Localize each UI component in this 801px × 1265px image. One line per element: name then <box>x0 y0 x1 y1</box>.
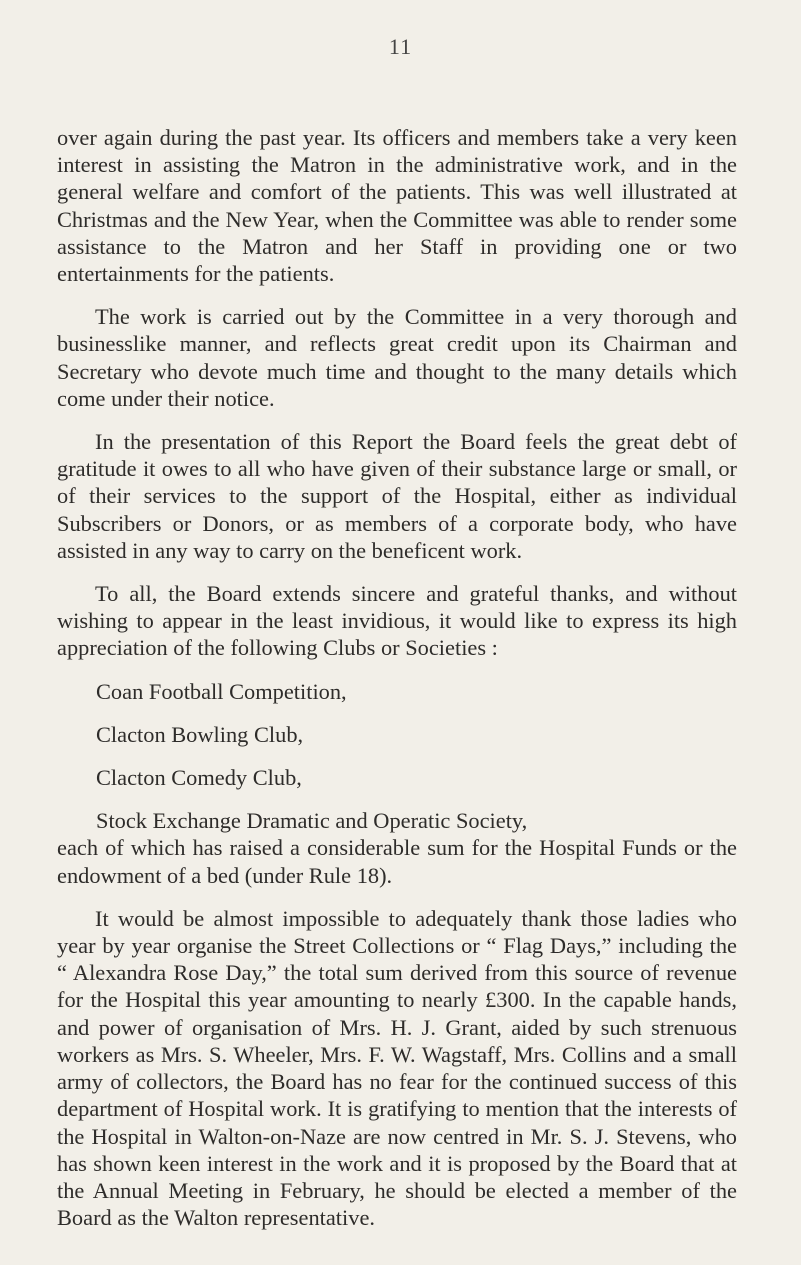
club-item-comedy: Clacton Comedy Club, <box>96 765 302 791</box>
paragraph-committee-work: over again during the past year. Its officers and members take a very keen interest in assisting the Matron in the administrative work, and in the general welfare and comfort of the patients. This was well illustrated at Christmas and the New Year, when the Committee was able to render some assistance to the Matron and her Staff in providing one or two entertainments for the patients. <box>57 125 737 287</box>
paragraph-thanks: To all, the Board extends sincere and grateful thanks, and without wishing to appear in the least invidious, it would like to express its high appreciation of the following Clubs or Societies : <box>57 581 737 661</box>
paragraph-gratitude: In the presentation of this Report the Board feels the great debt of gratitude it owes to all who have given of their substance large or small, or of their services to the support of the Hospital, either as individual Subscribers or Donors, or as members of a corporate body, who have assisted in any way to carry on the beneficent work. <box>57 429 737 563</box>
paragraph-clubs-continuation: each of which has raised a considerable sum for the Hospital Funds or the endowment of a bed (under Rule 18). <box>57 835 737 888</box>
club-item-stock-exchange: Stock Exchange Dramatic and Operatic Society, <box>96 808 528 834</box>
club-item-bowling: Clacton Bowling Club, <box>96 721 304 747</box>
club-item-coan: Coan Football Competition, <box>96 678 347 704</box>
paragraph-flag-days: It would be almost impossible to adequately thank those ladies who year by year organise the Street Collections or “ Flag Days,” including the “ Alexandra Rose Day,” the total sum derived from this source of revenue for the Hospital this year amounting to nearly £300. In the capable hands, and power of organisation of Mrs. H. J. Grant, aided by such strenuous workers as Mrs. S. Wheeler, Mrs. F. W. Wagstaff, Mrs. Collins and a small army of collectors, the Board has no fear for the continued success of this department of Hospital work. It is gratifying to mention that the interests of the Hospital in Walton-on-Naze are now centred in Mr. S. J. Stevens, who has shown keen interest in the work and it is proposed by the Board that at the Annual Meeting in February, he should be elected a member of the Board as the Walton representative. <box>57 905 737 1231</box>
clubs-list <box>57 678 737 835</box>
paragraph-committee-manner: The work is carried out by the Committee in a very thorough and businesslike manner, and reflects great credit upon its Chairman and Secretary who devote much time and thought to the many details which come under their notice. <box>57 304 737 411</box>
page-number: 11 <box>388 34 413 59</box>
report-body <box>57 124 737 1231</box>
